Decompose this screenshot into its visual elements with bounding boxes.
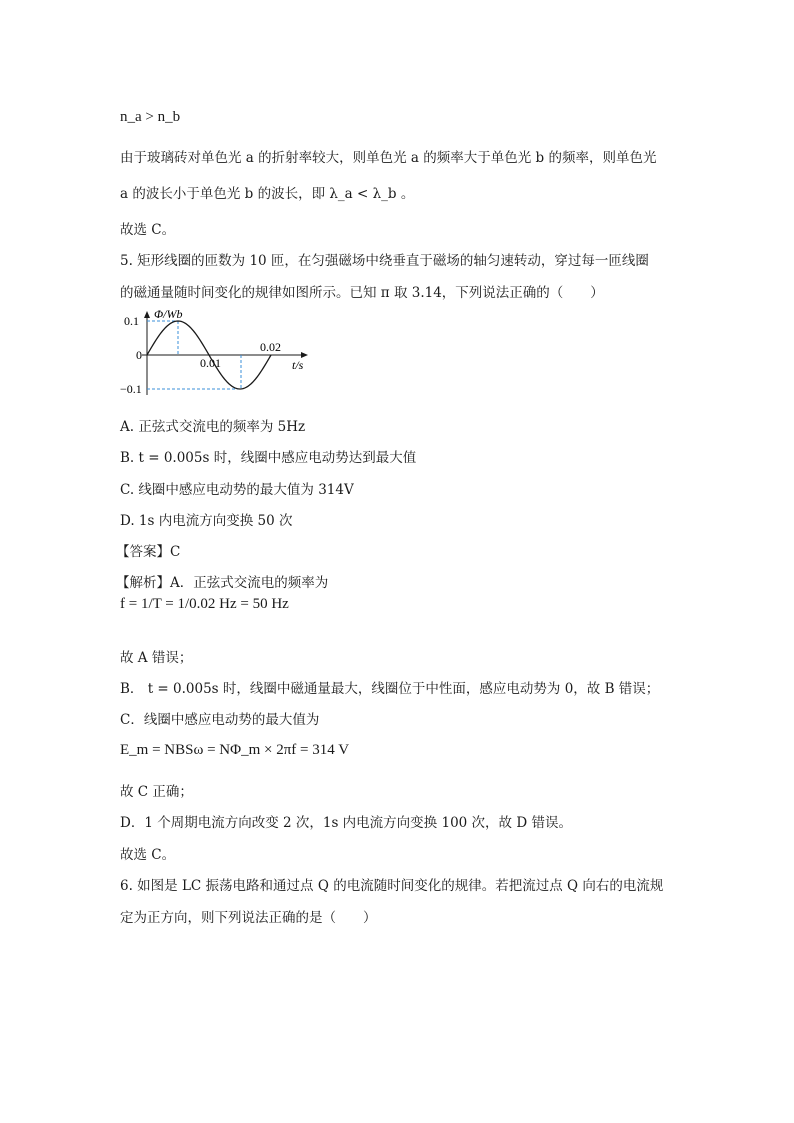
analysis-c: C．线圈中感应电动势的最大值为	[120, 712, 320, 728]
option-d: D. 1s 内电流方向变换 50 次	[120, 513, 293, 529]
frequency-formula: f = 1/T = 1/0.02 Hz = 50 Hz	[120, 596, 289, 612]
q5-conclusion: 故选 C。	[120, 847, 176, 863]
analysis-a: 【解析】A．正弦式交流电的频率为	[116, 575, 329, 591]
analysis-d: D．1 个周期电流方向改变 2 次，1s 内电流方向变换 100 次，故 D 错误。	[120, 815, 572, 831]
y-axis-label: Φ/Wb	[154, 309, 183, 321]
intro-line-1: 由于玻璃砖对单色光 a 的折射率较大，则单色光 a 的频率大于单色光 b 的频率，则单色光	[120, 150, 657, 166]
option-a: A. 正弦式交流电的频率为 5Hz	[120, 419, 306, 435]
intro-conclusion: 故选 C。	[120, 222, 176, 238]
x-tick-0-01: 0.01	[200, 356, 221, 370]
emf-max-formula: E_m = NBSω = NΦ_m × 2πf = 314 V	[120, 742, 350, 758]
refractive-index-inequality: n_a > n_b	[120, 109, 181, 125]
y-tick-min: −0.1	[120, 382, 142, 396]
q5-stem-line-2: 的磁通量随时间变化的规律如图所示。已知 π 取 3.14，下列说法正确的（ ）	[120, 285, 604, 301]
answer: 【答案】C	[116, 544, 181, 560]
x-axis-label: t/s	[292, 358, 304, 372]
q5-stem-line-1: 5. 矩形线圈的匝数为 10 匝，在匀强磁场中绕垂直于磁场的轴匀速转动，穿过每一匝线圈	[120, 253, 649, 269]
analysis-b: B． t = 0.005s 时，线圈中磁通量最大，线圈位于中性面，感应电动势为 0，故 B 错误；	[120, 681, 660, 697]
origin-label: 0	[136, 348, 142, 362]
c-right: 故 C 正确；	[120, 784, 193, 800]
q6-stem-line-1: 6. 如图是 LC 振荡电路和通过点 Q 的电流随时间变化的规律。若把流过点 Q 向右的电流规	[120, 878, 664, 894]
y-axis-arrow	[144, 311, 150, 318]
y-tick-max: 0.1	[124, 314, 139, 328]
intro-line-2: a 的波长小于单色光 b 的波长，即 λ_a < λ_b 。	[120, 186, 415, 202]
x-tick-0-02: 0.02	[260, 340, 281, 354]
option-b: B. t = 0.005s 时，线圈中感应电动势达到最大值	[120, 450, 417, 466]
q6-stem-line-2: 定为正方向，则下列说法正确的是（ ）	[120, 910, 377, 926]
option-c: C. 线圈中感应电动势的最大值为 314V	[120, 482, 354, 498]
flux-time-graph	[120, 309, 320, 399]
a-wrong: 故 A 错误；	[120, 650, 193, 666]
